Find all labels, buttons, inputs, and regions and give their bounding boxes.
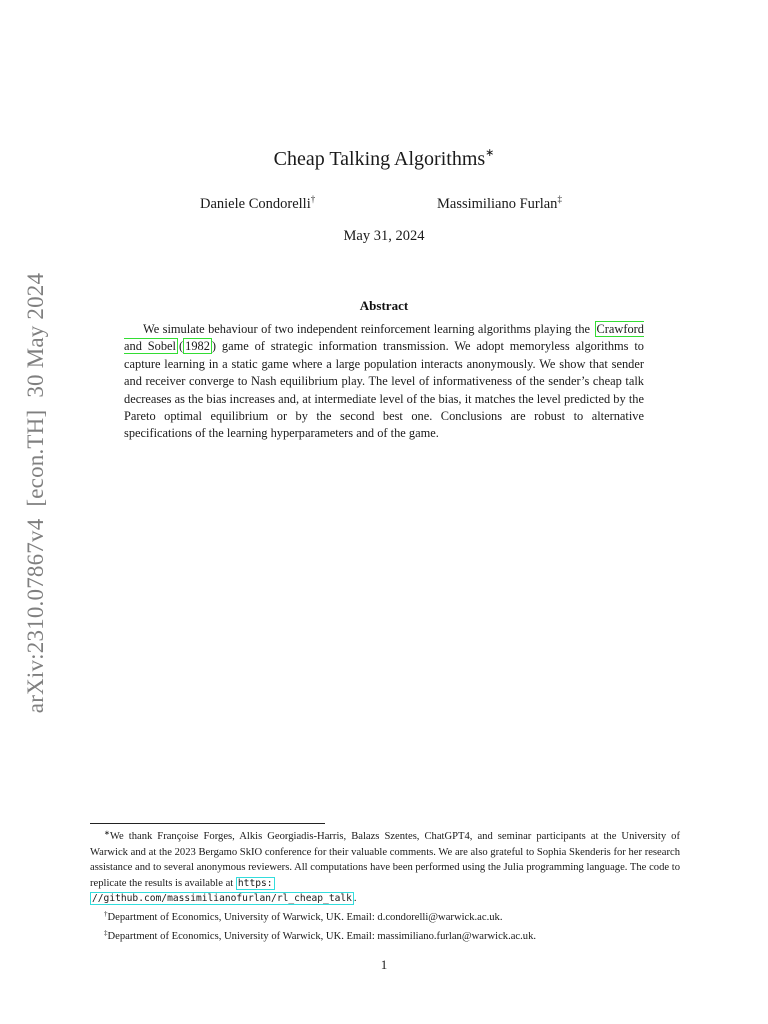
abstract-text-before: We simulate behaviour of two independent reinforcement learning algorithms playing the [143,322,591,336]
footnote-2-text: Department of Economics, University of Warwick, UK. Email: d.condorelli@warwick.ac.uk. [107,911,503,923]
author-2-footnote-mark[interactable]: ‡ [557,194,562,204]
footnotes [90,826,680,944]
author-2-name: Massimiliano Furlan [437,196,558,212]
author-1-name: Daniele Condorelli [200,196,311,212]
citation-year-link[interactable]: 1982 [185,339,210,354]
paper-date: May 31, 2024 [343,228,425,244]
abstract-body: We simulate behaviour of two independent reinforcement learning algorithms playing the Crawford and Sobel ( 1982 ) game of strategic information transmission. We adopt memoryless algorithms to capture learning in a static game where a large population interacts anonymously. We show that sender and receiver converge to Nash equilibrium play. The level of informativeness of the sender’s cheap talk decreases as the bias increases and, at intermediate level of the bias, it matches the level predicted by the Pareto optimal equilibrium or by the second best one. Conclusions are robust to alternative specifications of the learning hyperparameters and of the game. [124,322,644,441]
arxiv-category: [econ.TH] [23,409,48,507]
arxiv-date: 30 May 2024 [23,272,48,398]
footnote-2 [90,907,680,926]
footnote-1 [90,826,680,907]
code-url-link[interactable] [236,877,275,890]
arxiv-id[interactable]: arXiv:2310.07867v4 [23,518,48,714]
footnote-1-end: . [353,893,357,905]
title-footnote-mark[interactable]: ∗ [485,147,495,159]
code-url-part-2[interactable]: //github.com/massimilianofurlan/rl_cheap_talk [92,893,352,905]
arxiv-identifier-stamp [23,273,49,713]
footnote-divider [90,823,325,824]
paper-title-text: Cheap Talking Algorithms [273,148,486,170]
code-url-part-1[interactable]: https: [237,877,273,889]
footnote-3 [90,926,680,945]
page-number: 1 [380,957,388,972]
code-url-link-continued[interactable] [90,892,354,905]
footnote-2-mark: † [104,909,108,918]
author-1 [200,194,315,213]
footnote-3-text: Department of Economics, University of Warwick, UK. Email: massimiliano.furlan@warwick.ac.uk. [107,930,537,942]
author-2 [437,194,562,213]
abstract-heading: Abstract [359,298,409,313]
citation-link[interactable]: Crawford and Sobel [124,322,644,354]
footnote-3-mark: ‡ [104,928,108,937]
author-1-footnote-mark[interactable]: † [310,194,316,204]
abstract-text-after: game of strategic information transmission. We adopt memoryless algorithms to capture learning in a static game where a large population interacts anonymously. We show that sender and receiver converge to Nash equilibrium play. The level of informativeness of the sender’s cheap talk decreases as the bias increases and, at intermediate level of the bias, it matches the level predicted by the Pareto optimal equilibrium or by the second best one. Conclusions are robust to alternative specifications of the learning hyperparameters and of the game. [124,339,644,441]
footnote-1-mark: ∗ [104,829,110,837]
footnote-1-text: We thank Françoise Forges, Alkis Georgiadis-Harris, Balazs Szentes, ChatGPT4, and seminar participants at the University of Warwick and at the 2023 Bergamo SkIO conference for their valuable comments. We are also grateful to Sophia Skenderis for her research assistance and to several anonymous reviewers. All computations have been performed using the Julia programming language. The code to replicate the results is available at [90,831,680,889]
paper-title [0,146,768,171]
